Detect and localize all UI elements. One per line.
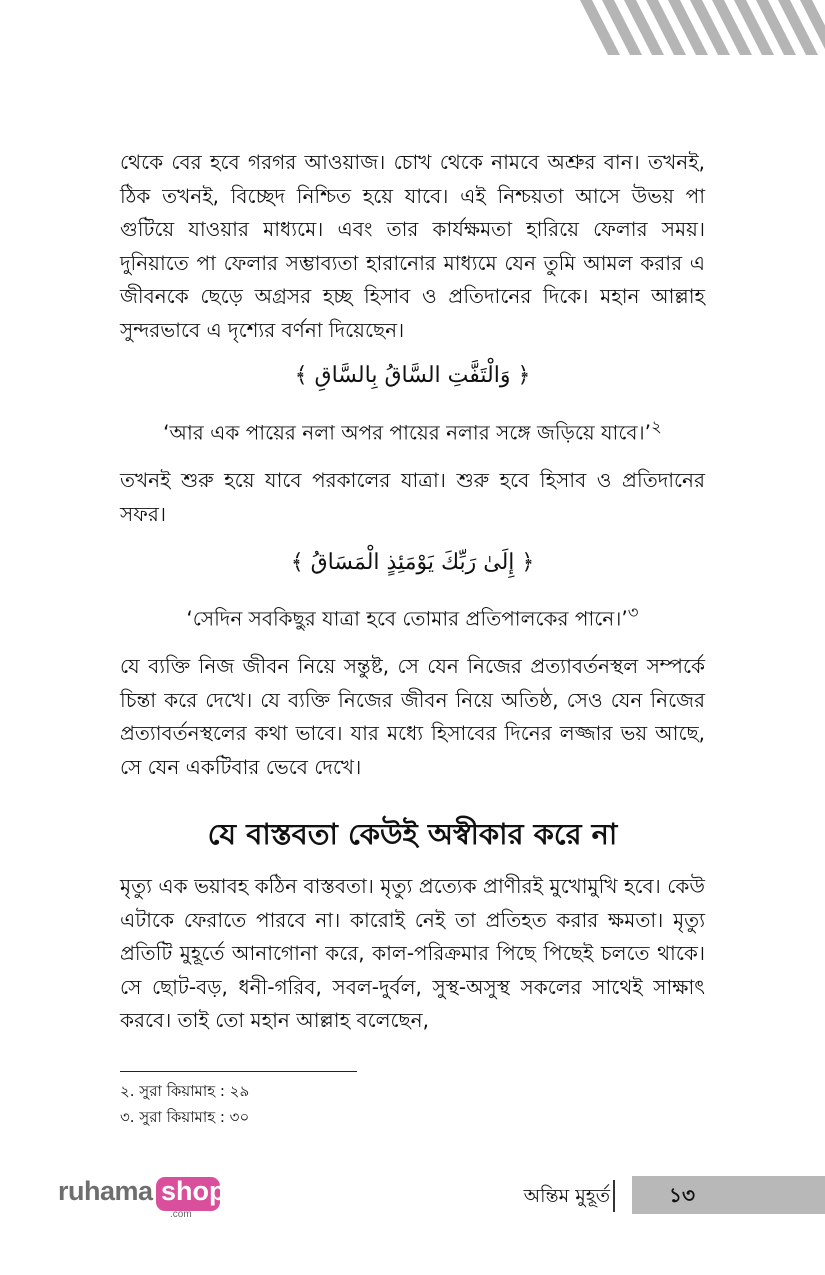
logo-text-shop: shop [161, 1176, 226, 1206]
footnote-ref: ২ [651, 417, 662, 436]
ruhamashop-logo [58, 1176, 238, 1226]
footer-separator [613, 1180, 615, 1212]
page-number: ১৩ [669, 1183, 695, 1207]
body-paragraph-3: যে ব্যক্তি নিজ জীবন নিয়ে সন্তুষ্ট, সে যেন নিজের প্রত্যাবর্তনস্থল সম্পর্কে চিন্তা করে দেখে। যে ব্যক্তি নিজের জীবন নিয়ে অতিষ্ঠ, সেও যেন নিজের প্রত্যাবর্তনস্থলের কথা ভাবে। যার মধ্যে হিসাবের দিনের লজ্জার ভয় আছে, সে যেন একটিবার ভেবে দেখে। [120, 654, 705, 779]
footnote-2: ২. সুরা কিয়ামাহ : ২৯ [120, 1082, 250, 1100]
running-footer-title: অন্তিম মুহূর্ত [523, 1185, 610, 1207]
footnote-divider [120, 1071, 357, 1072]
body-paragraph-1: থেকে বের হবে গরগর আওয়াজ। চোখ থেকে নামবে অশ্রুর বান। তখনই, ঠিক তখনই, বিচ্ছেদ নিশ্চিত হয়ে যাবে। এই নিশ্চয়তা আসে উভয় পা গুটিয়ে যাওয়ার মাধ্যমে। এবং তার কার্যক্ষমতা হারিয়ে ফেলার সময়। দুনিয়াতে পা ফেলার সম্ভাব্যতা হারানোর মাধ্যমে যেন তুমি আমল করার এ জীবনকে ছেড়ে অগ্রসর হচ্ছ হিসাব ও প্রতিদানের দিকে। মহান আল্লাহ সুন্দরভাবে এ দৃশ্যের বর্ণনা দিয়েছেন। [120, 150, 705, 342]
logo-text-com: .com [170, 1209, 192, 1220]
body-paragraph-4: মৃত্যু এক ভয়াবহ কঠিন বাস্তবতা। মৃত্যু প্রত্যেক প্রাণীরই মুখোমুখি হবে। কেউ এটাকে ফেরাতে পারবে না। কারোই নেই তা প্রতিহত করার ক্ষমতা। মৃত্যু প্রতিটি মুহূর্তে আনাগোনা করে, কাল-পরিক্রমার পিছে পিছেই চলতে থাকে। সে ছোট-বড়, ধনী-গরিব, সবল-দুর্বল, সুস্থ-অসুস্থ সকলের সাথেই সাক্ষাৎ করবে। তাই তো মহান আল্লাহ বলেছেন, [120, 874, 705, 1032]
section-heading: যে বাস্তবতা কেউই অস্বীকার করে না [207, 817, 618, 851]
quran-verse-1: ﴿ وَالْتَفَّتِ السَّاقُ بِالسَّاقِ ﴾ [294, 363, 531, 388]
logo-text-ruhama: ruhama [58, 1176, 153, 1206]
translation-text: ‘আর এক পায়ের নলা অপর পায়ের নলার সঙ্গে জড়িয়ে যাবে।’ [163, 420, 652, 445]
corner-stripes-decoration [580, 0, 825, 55]
quran-verse-2: ﴿ إِلَىٰ رَبِّكَ يَوْمَئِذٍ الْمَسَاقُ ﴾ [290, 550, 535, 575]
verse-translation-2 [120, 601, 705, 638]
footnote-ref: ৩ [627, 603, 639, 622]
body-paragraph-2: তখনই শুরু হয়ে যাবে পরকালের যাত্রা। শুরু হবে হিসাব ও প্রতিদানের সফর। [120, 468, 705, 526]
verse-translation-1 [120, 415, 705, 452]
footnote-3: ৩. সুরা কিয়ামাহ : ৩০ [120, 1108, 250, 1126]
translation-text: ‘সেদিন সবকিছুর যাত্রা হবে তোমার প্রতিপালকের পানে।’ [186, 606, 628, 631]
